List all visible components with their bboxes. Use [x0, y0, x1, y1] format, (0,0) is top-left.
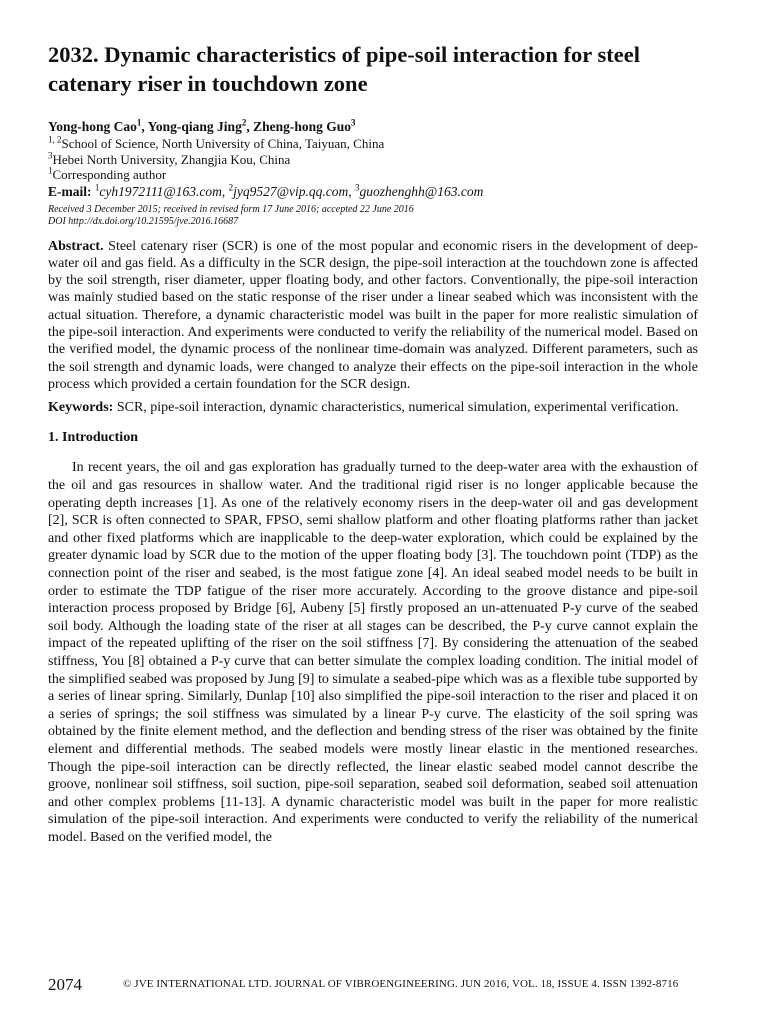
page-number: 2074 [48, 975, 82, 994]
abstract [48, 238, 698, 394]
keywords-text: SCR, pipe-soil interaction, dynamic characteristics, numerical simulation, experimental verification. [116, 400, 679, 416]
publication-history [48, 204, 698, 228]
email-sup: 3 [355, 182, 360, 192]
section-heading: 1. Introduction [48, 430, 138, 446]
paper-page [48, 40, 698, 847]
affiliation-sup: 1, 2 [48, 134, 62, 145]
page-footer [48, 975, 698, 995]
doi-link[interactable]: DOI http://dx.doi.org/10.21595/jve.2016.16687 [48, 215, 239, 227]
author-name: Yong-hong Cao [48, 119, 137, 134]
keywords-label: Keywords: [48, 400, 114, 416]
author-sup: 3 [351, 117, 356, 128]
abstract-label: Abstract. [48, 238, 104, 254]
author-name: Yong-qiang Jing [147, 119, 242, 134]
received-dates: Received 3 December 2015; received in revised form 17 June 2016; accepted 22 June 2016 [48, 203, 414, 215]
email-address[interactable]: guozhenghh@163.com [359, 183, 484, 199]
email-sup: 1 [94, 182, 100, 192]
paper-title: 2032. Dynamic characteristics of pipe-soil interaction for steel catenary riser in touchdown zone [48, 42, 640, 96]
email-address[interactable]: jyq9527@vip.qq.com [233, 183, 349, 199]
email-line: E-mail: $^1$cyh1972111@163.com, $^2$jyq9527@vip.qq.com, $^3$guozhenghh@163.com [48, 182, 484, 199]
email-sup: 2 [228, 182, 234, 192]
affiliation [48, 167, 698, 183]
affiliation-text: School of Science, North University of China, Taiyuan, China [61, 136, 385, 151]
author-name: Zheng-hong Guo [253, 119, 351, 134]
affiliation-sup: 3 [48, 150, 53, 161]
introduction-paragraph: In recent years, the oil and gas exploration has gradually turned to the deep-water area with the exhaustion of the oil and gas resources in shallow water. And the traditional rigid riser is no longer applicable because the operating depth increases [1]. As one of the relatively economy risers in the deep-water oil and gas development [2], SCR is often connected to SPAR, FPSO, semi shallow platform and other floating platforms rather than jacket and other fixed platforms which are inapplicable to the deep-water exploration, which could be explained by the greater dynamic load by SCR due to the motion of the upper floating body [3]. The touchdown point (TDP) as the connection point of the riser and seabed, is the most fatigue zone [4]. An ideal seabed model needs to be built in order to estimate the TDP fatigue of the riser more accurately. According to the groove distance and pipe-soil interaction process proposed by Bridge [6], Aubeny [5] firstly proposed an un-attenuated P-y curve of the seabed soil body. Although the loading state of the riser at all stages can be described, the P-y curve cannot explain the impact of the repeated uplifting of the riser on the soil stiffness [7]. By considering the attenuation of the seabed stiffness, You [8] obtained a P-y curve that can better simulate the complex loading condition. The initial model of the simplified seabed was proposed by Jung [9] to simulate a seabed-pipe which was as a flexible tube supported by a series of linear spring. Similarly, Dunlap [10] also simplified the pipe-soil interaction to the riser and placed it on a series of springs; the soil stiffness was simulated by a linear P-y curve. The elasticity of the soil spring was obtained by the finite element method, and the deflection and bending stress of the riser was obtained by the finite element and differential methods. The seabed models were mostly linear elastic in the mentioned researches. Though the pipe-soil interaction can be directly reflected, the linear elastic seabed model cannot describe the groove, nonlinear soil stiffness, soil suction, pipe-soil separation, seabed soil deformation, seabed soil attenuation and other complex problems [11-13]. A dynamic characteristic model was built in the paper for more realistic simulation of the pipe-soil interaction. And experiments were conducted to verify the reliability of the numerical model. Based on the verified model, the [48, 460, 698, 845]
author-sup: 1 [136, 117, 142, 128]
keywords [48, 399, 698, 416]
author-sup: 2 [241, 117, 247, 128]
journal-citation: © JVE INTERNATIONAL LTD. JOURNAL OF VIBROENGINEERING. JUN 2016, VOL. 18, ISSUE 4. ISSN 1392-8716 [123, 978, 679, 990]
email-address[interactable]: cyh1972111@163.com [99, 183, 222, 199]
affiliation-text: Hebei North University, Zhangjia Kou, China [52, 151, 291, 167]
affiliation-text: Corresponding author [52, 167, 167, 182]
author-list: Yong-hong Cao$^1$, Yong-qiang Jing$^2$, Zheng-hong Guo$^3$ [48, 117, 356, 134]
abstract-text: Steel catenary riser (SCR) is one of the most popular and economic risers in the development of deep-water oil and gas field. As a difficulty in the SCR design, the pipe-soil interaction at the touchdown zone is affected by the soil strength, riser diameter, upper floating body, and other factors. Conventionally, the pipe-soil interaction was mainly studied based on the static response of the riser under a linear seabed which was inconsistent with the actual situation. Therefore, a dynamic characteristic model was built in the paper for more realistic simulation of the pipe-soil interaction. And experiments were conducted to verify the reliability of the numerical model. Based on the verified model, the dynamic process of the nonlinear time-domain was analyzed. Different parameters, such as the soil strength and dynamic loads, were changed to analyze their effects on the pipe-soil interaction in the whole process which provided a certain foundation for the SCR design. [48, 238, 699, 392]
email-label: E-mail: [48, 183, 92, 199]
affiliation [48, 152, 698, 168]
affiliation [48, 136, 698, 152]
affiliation-sup: 1 [48, 165, 53, 176]
